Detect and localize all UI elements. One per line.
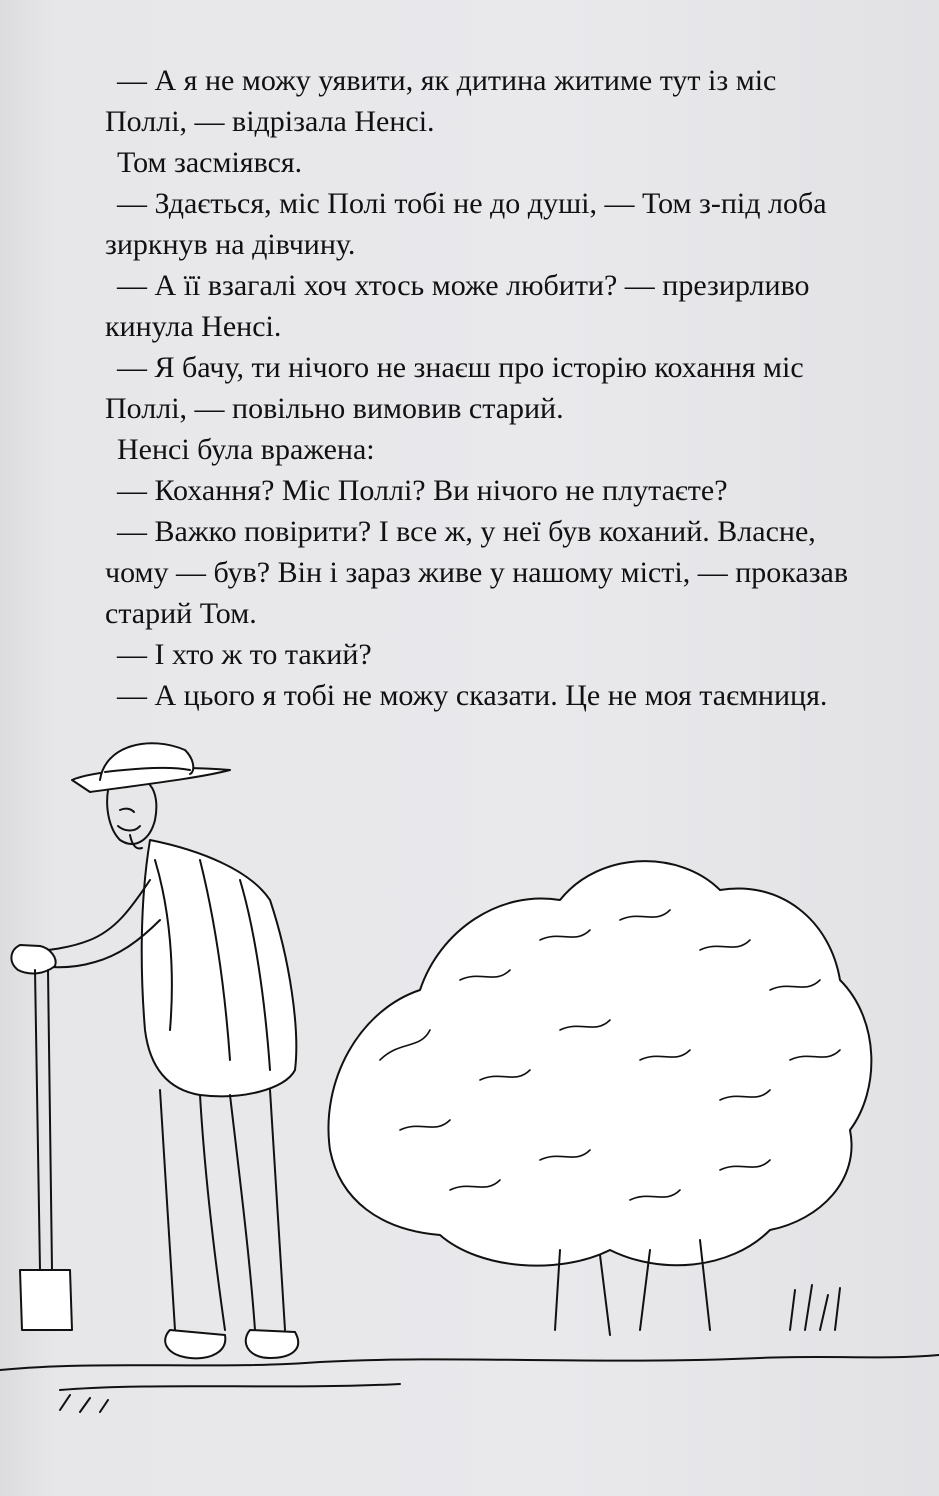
- text-line: старий Том.: [105, 597, 257, 630]
- text-line: зиркнув на дівчину.: [105, 228, 356, 261]
- text-line: — Я бачу, ти нічого не знаєш про історію кохання міс: [117, 351, 804, 384]
- text-line: Том засміявся.: [117, 146, 303, 179]
- text-line: кинула Ненсі.: [105, 310, 282, 343]
- bush-shape: [328, 861, 871, 1265]
- text-line: — А її взагалі хоч хтось може любити? — презирливо: [117, 269, 810, 302]
- text-line: чому — був? Він і зараз живе у нашому місті, — проказав: [105, 556, 849, 589]
- gardener-illustration: [0, 730, 939, 1430]
- text-line: — А цього я тобі не можу сказати. Це не моя таємниця.: [117, 679, 828, 712]
- text-line: — І хто ж то такий?: [117, 638, 372, 671]
- text-line: — Кохання? Міс Поллі? Ви нічого не плутаєте?: [117, 474, 728, 507]
- body-text: [105, 60, 851, 716]
- text-line: Ненсі була вражена:: [117, 433, 375, 466]
- text-line: — Важко повірити? І все ж, у неї був коханий. Власне,: [117, 515, 816, 548]
- text-line: Поллі, — повільно вимовив старий.: [105, 392, 564, 425]
- text-line: Поллі, — відрізала Ненсі.: [105, 105, 435, 138]
- text-line: — Здається, міс Полі тобі не до душі, — Том з-під лоба: [117, 187, 827, 220]
- text-line: — А я не можу уявити, як дитина житиме тут із міс: [117, 64, 777, 97]
